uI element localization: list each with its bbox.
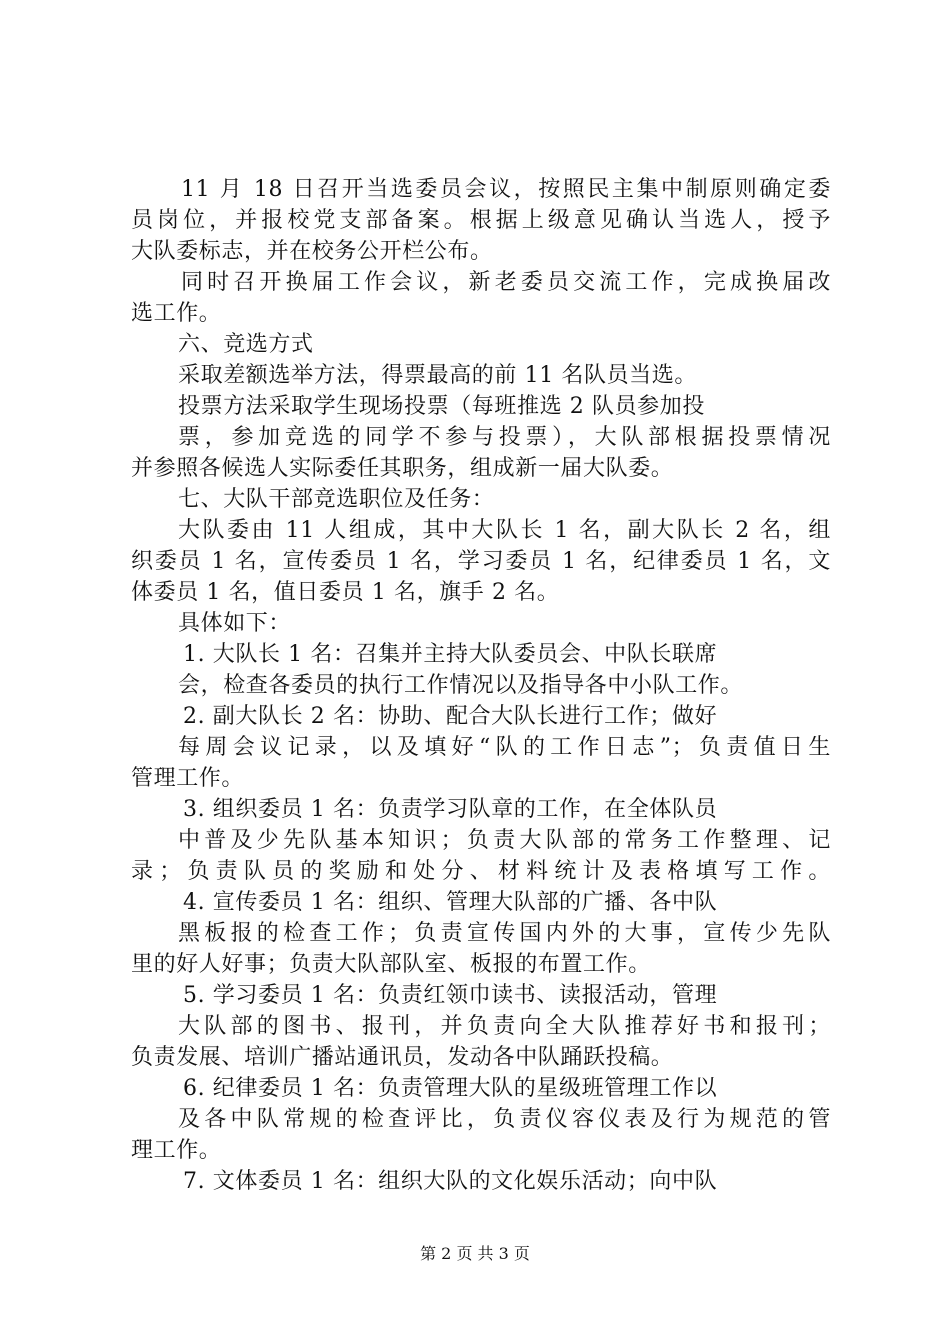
text-line: 会，检查各委员的执行工作情况以及指导各中小队工作。: [178, 673, 744, 698]
text-line: 织委员 1 名，宣传委员 1 名，学习委员 1 名，纪律委员 1 名，文: [131, 549, 831, 574]
text-line: 具体如下：: [178, 611, 292, 636]
list-item: 4. 宣传委员 1 名：组织、管理大队部的广播、各中队: [183, 890, 718, 915]
text-line: 大队部的图书、报刊，并负责向全大队推荐好书和报刊；: [178, 1014, 831, 1039]
text-line: 并参照各候选人实际委任其职务，组成新一届大队委。: [131, 456, 674, 481]
list-item: 5. 学习委员 1 名：负责红领巾读书、读报活动，管理: [183, 983, 718, 1008]
text-line: 11 月 18 日召开当选委员会议，按照民主集中制原则确定委: [181, 177, 831, 202]
list-item: 1. 大队长 1 名：召集并主持大队委员会、中队长联席: [183, 642, 718, 667]
list-item: 7. 文体委员 1 名：组织大队的文化娱乐活动；向中队: [183, 1169, 718, 1194]
page-number: 第 2 页 共 3 页: [420, 1244, 530, 1263]
text-line: 里的好人好事；负责大队部队室、板报的布置工作。: [131, 952, 651, 977]
text-line: 投票方法采取学生现场投票（每班推选 2 队员参加投: [178, 394, 705, 419]
section-heading: 七、大队干部竞选职位及任务：: [178, 487, 495, 512]
text-line: 大队委标志，并在校务公开栏公布。: [131, 239, 493, 264]
text-line: 负责发展、培训广播站通讯员，发动各中队踊跃投稿。: [131, 1045, 674, 1070]
text-line: 选工作。: [131, 301, 222, 326]
text-line: 同时召开换届工作会议，新老委员交流工作，完成换届改: [181, 270, 831, 295]
list-item: 6. 纪律委员 1 名：负责管理大队的星级班管理工作以: [183, 1076, 718, 1101]
text-line: 中普及少先队基本知识；负责大队部的常务工作整理、记: [178, 828, 831, 853]
text-line: 票，参加竞选的同学不参与投票），大队部根据投票情况: [178, 425, 831, 450]
text-line: 每周会议记录，以及填好“队的工作日志”；负责值日生: [178, 735, 831, 760]
text-line: 录；负责队员的奖励和处分、材料统计及表格填写工作。: [131, 859, 831, 884]
text-line: 黑板报的检查工作；负责宣传国内外的大事，宣传少先队: [178, 921, 831, 946]
text-line: 大队委由 11 人组成，其中大队长 1 名，副大队长 2 名，组: [178, 518, 831, 543]
text-line: 体委员 1 名，值日委员 1 名，旗手 2 名。: [131, 580, 560, 605]
text-line: 管理工作。: [131, 766, 245, 791]
text-line: 员岗位，并报校党支部备案。根据上级意见确认当选人，授予: [131, 208, 831, 233]
text-line: 及各中队常规的检查评比，负责仪容仪表及行为规范的管: [178, 1107, 831, 1132]
document-body: [131, 174, 831, 1197]
section-heading: 六、竞选方式: [178, 332, 314, 357]
list-item: 3. 组织委员 1 名：负责学习队章的工作，在全体队员: [183, 797, 718, 822]
text-line: 采取差额选举方法，得票最高的前 11 名队员当选。: [178, 363, 697, 388]
text-line: 理工作。: [131, 1138, 222, 1163]
list-item: 2. 副大队长 2 名：协助、配合大队长进行工作；做好: [183, 704, 718, 729]
